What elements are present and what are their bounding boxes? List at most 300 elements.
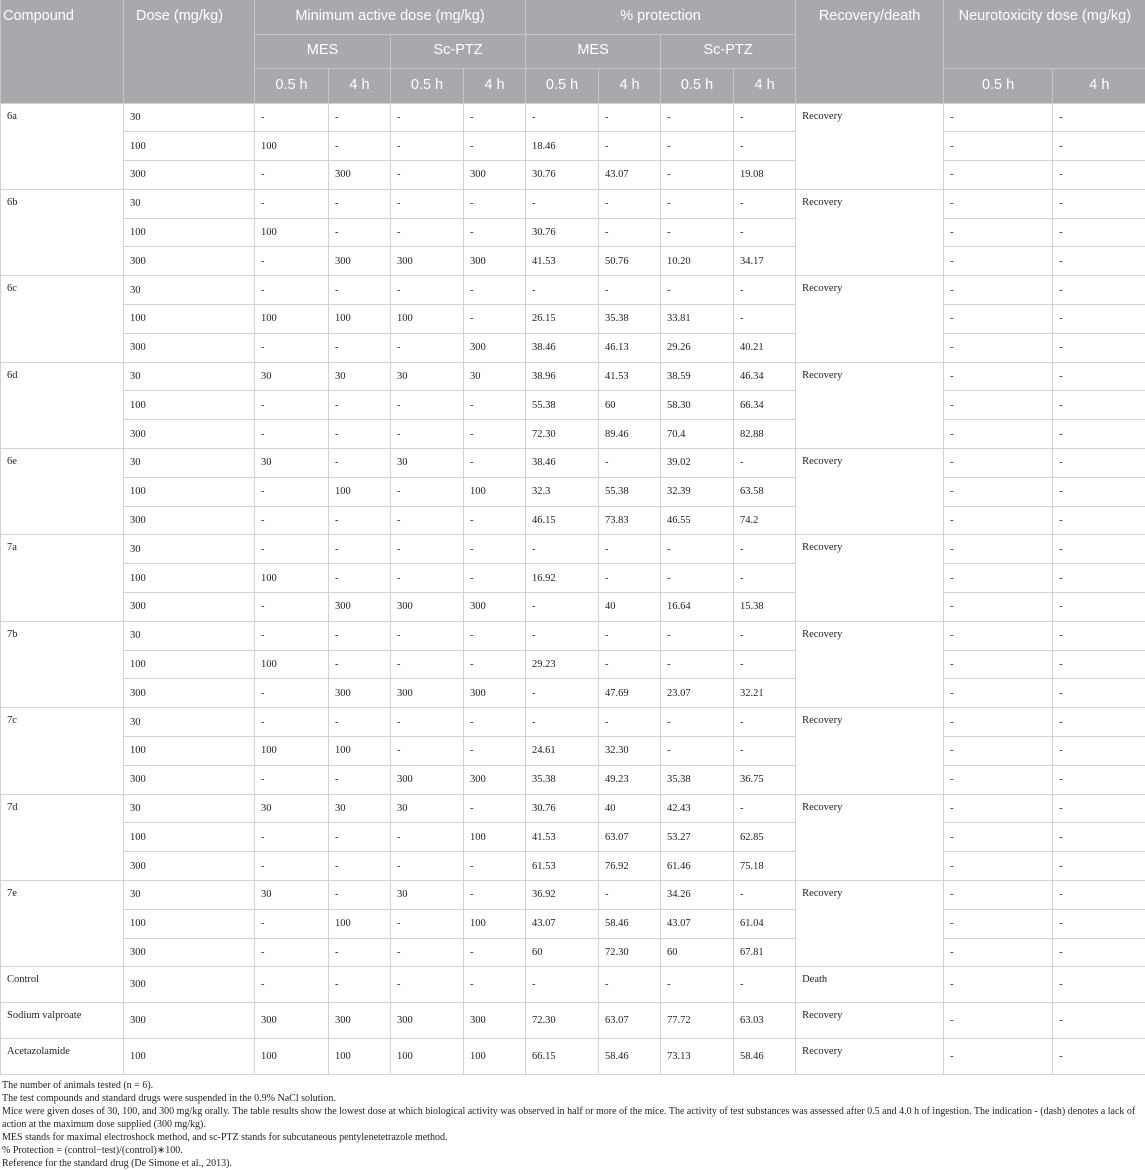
value-cell: - [255, 247, 329, 276]
compound-cell: 7b [1, 621, 124, 707]
value-cell: - [255, 535, 329, 564]
value-cell: - [944, 650, 1053, 679]
value-cell: - [661, 650, 734, 679]
value-cell: 16.64 [661, 593, 734, 622]
value-cell: 300 [464, 333, 526, 362]
value-cell: - [1053, 362, 1145, 391]
value-cell: - [944, 132, 1053, 161]
value-cell: 30 [329, 362, 391, 391]
value-cell: - [944, 161, 1053, 190]
table-row [1, 535, 1145, 564]
value-cell: - [255, 103, 329, 132]
value-cell: - [1053, 967, 1145, 1003]
value-cell: - [661, 161, 734, 190]
value-cell: - [255, 909, 329, 938]
value-cell: - [391, 621, 464, 650]
value-cell: 26.15 [526, 305, 599, 334]
value-cell: - [255, 679, 329, 708]
header-prot-scptz: Sc-PTZ [661, 34, 796, 68]
value-cell: - [464, 794, 526, 823]
table-row [1, 218, 1145, 247]
dose-cell: 300 [124, 967, 255, 1003]
value-cell: - [944, 276, 1053, 305]
header-time: 4 h [599, 68, 661, 103]
value-cell: 38.46 [526, 449, 599, 478]
table-row [1, 593, 1145, 622]
table-row [1, 708, 1145, 737]
value-cell: - [1053, 881, 1145, 910]
value-cell: 50.76 [599, 247, 661, 276]
header-mad-mes: MES [255, 34, 391, 68]
value-cell: - [526, 967, 599, 1003]
value-cell: 41.53 [599, 362, 661, 391]
outcome-cell: Recovery [796, 794, 944, 880]
value-cell: - [1053, 823, 1145, 852]
value-cell: - [944, 449, 1053, 478]
value-cell: 30.76 [526, 794, 599, 823]
value-cell: - [734, 881, 796, 910]
value-cell: 100 [464, 909, 526, 938]
value-cell: - [464, 305, 526, 334]
value-cell: 38.59 [661, 362, 734, 391]
compound-cell: Acetazolamide [1, 1039, 124, 1075]
value-cell: - [526, 679, 599, 708]
dose-cell: 100 [124, 564, 255, 593]
value-cell: - [1053, 765, 1145, 794]
value-cell: - [255, 506, 329, 535]
header-mad-scptz: Sc-PTZ [391, 34, 526, 68]
value-cell: - [391, 708, 464, 737]
value-cell: - [599, 449, 661, 478]
value-cell: 100 [255, 1039, 329, 1075]
table-row [1, 276, 1145, 305]
value-cell: 100 [464, 1039, 526, 1075]
value-cell: - [734, 449, 796, 478]
value-cell: 58.30 [661, 391, 734, 420]
value-cell: - [1053, 449, 1145, 478]
compound-cell: Control [1, 967, 124, 1003]
value-cell: 42.43 [661, 794, 734, 823]
value-cell: - [599, 621, 661, 650]
dose-cell: 300 [124, 420, 255, 449]
value-cell: 89.46 [599, 420, 661, 449]
value-cell: - [464, 420, 526, 449]
header-time: 4 h [1053, 68, 1145, 103]
value-cell: - [944, 794, 1053, 823]
dose-cell: 30 [124, 276, 255, 305]
value-cell: 62.85 [734, 823, 796, 852]
footnote: The test compounds and standard drugs were suspended in the 0.9% NaCl solution. [2, 1092, 1143, 1105]
value-cell: - [464, 276, 526, 305]
value-cell: - [599, 189, 661, 218]
table-row [1, 621, 1145, 650]
value-cell: - [391, 737, 464, 766]
value-cell: - [599, 708, 661, 737]
value-cell: 60 [599, 391, 661, 420]
value-cell: 36.92 [526, 881, 599, 910]
value-cell: 300 [464, 765, 526, 794]
dose-cell: 300 [124, 852, 255, 881]
value-cell: - [391, 564, 464, 593]
header-blank [1, 68, 124, 103]
value-cell: 100 [329, 909, 391, 938]
value-cell: 30 [391, 881, 464, 910]
dose-cell: 30 [124, 535, 255, 564]
dose-cell: 30 [124, 708, 255, 737]
value-cell: - [661, 189, 734, 218]
value-cell: - [1053, 650, 1145, 679]
value-cell: - [329, 564, 391, 593]
dose-cell: 300 [124, 333, 255, 362]
value-cell: 55.38 [599, 477, 661, 506]
value-cell: 63.07 [599, 823, 661, 852]
value-cell: - [599, 967, 661, 1003]
value-cell: - [255, 967, 329, 1003]
dose-cell: 100 [124, 909, 255, 938]
value-cell: - [391, 823, 464, 852]
value-cell: 66.34 [734, 391, 796, 420]
compound-cell: 7c [1, 708, 124, 794]
value-cell: 300 [329, 161, 391, 190]
value-cell: 300 [464, 1003, 526, 1039]
value-cell: - [391, 103, 464, 132]
value-cell: 300 [464, 161, 526, 190]
header-recovery-death: Recovery/death [796, 0, 944, 68]
dose-cell: 100 [124, 737, 255, 766]
value-cell: - [734, 103, 796, 132]
dose-cell: 100 [124, 1039, 255, 1075]
value-cell: - [1053, 535, 1145, 564]
value-cell: 61.04 [734, 909, 796, 938]
table-row [1, 881, 1145, 910]
value-cell: 100 [391, 1039, 464, 1075]
value-cell: 61.53 [526, 852, 599, 881]
value-cell: - [526, 708, 599, 737]
value-cell: 76.92 [599, 852, 661, 881]
value-cell: - [661, 218, 734, 247]
value-cell: 67.81 [734, 938, 796, 967]
value-cell: 100 [329, 737, 391, 766]
value-cell: - [255, 391, 329, 420]
value-cell: - [391, 477, 464, 506]
outcome-cell: Recovery [796, 362, 944, 448]
header-time: 4 h [329, 68, 391, 103]
value-cell: - [329, 276, 391, 305]
value-cell: - [391, 218, 464, 247]
dose-cell: 100 [124, 305, 255, 334]
dose-cell: 300 [124, 247, 255, 276]
value-cell: - [255, 765, 329, 794]
table-row [1, 1003, 1145, 1039]
value-cell: 61.46 [661, 852, 734, 881]
value-cell: - [1053, 506, 1145, 535]
compound-cell: 6b [1, 189, 124, 275]
value-cell: 300 [464, 247, 526, 276]
value-cell: - [734, 621, 796, 650]
table-row [1, 103, 1145, 132]
value-cell: 73.13 [661, 1039, 734, 1075]
value-cell: - [255, 593, 329, 622]
value-cell: 300 [391, 765, 464, 794]
dose-cell: 30 [124, 881, 255, 910]
value-cell: - [661, 103, 734, 132]
value-cell: 82.88 [734, 420, 796, 449]
value-cell: - [1053, 132, 1145, 161]
value-cell: 32.3 [526, 477, 599, 506]
header-time: 0.5 h [661, 68, 734, 103]
compound-cell: 6d [1, 362, 124, 448]
value-cell: - [944, 679, 1053, 708]
value-cell: - [599, 132, 661, 161]
value-cell: 300 [391, 679, 464, 708]
value-cell: - [464, 564, 526, 593]
value-cell: - [944, 218, 1053, 247]
value-cell: - [944, 708, 1053, 737]
table-row [1, 852, 1145, 881]
value-cell: 36.75 [734, 765, 796, 794]
value-cell: 30.76 [526, 161, 599, 190]
value-cell: 100 [329, 1039, 391, 1075]
footnote: MES stands for maximal electroshock method, and sc-PTZ stands for subcutaneous pentylenetetrazole method. [2, 1131, 1143, 1144]
value-cell: - [391, 189, 464, 218]
dose-cell: 100 [124, 823, 255, 852]
dose-cell: 300 [124, 938, 255, 967]
value-cell: - [734, 794, 796, 823]
value-cell: - [1053, 391, 1145, 420]
value-cell: 30 [391, 449, 464, 478]
value-cell: 300 [255, 1003, 329, 1039]
value-cell: - [255, 708, 329, 737]
value-cell: 43.07 [599, 161, 661, 190]
value-cell: - [944, 823, 1053, 852]
value-cell: 73.83 [599, 506, 661, 535]
dose-cell: 30 [124, 362, 255, 391]
value-cell: - [255, 333, 329, 362]
value-cell: - [661, 967, 734, 1003]
table-row [1, 161, 1145, 190]
value-cell: 100 [255, 737, 329, 766]
value-cell: 70.4 [661, 420, 734, 449]
value-cell: 300 [329, 593, 391, 622]
value-cell: - [661, 132, 734, 161]
outcome-cell: Recovery [796, 449, 944, 535]
dose-cell: 300 [124, 1003, 255, 1039]
value-cell: - [944, 938, 1053, 967]
value-cell: 40 [599, 593, 661, 622]
value-cell: - [944, 189, 1053, 218]
value-cell: - [944, 247, 1053, 276]
footnote: Reference for the standard drug (De Simone et al., 2013). [2, 1157, 1143, 1170]
value-cell: 30 [255, 449, 329, 478]
value-cell: - [734, 189, 796, 218]
header-compound: Compound [1, 0, 124, 68]
value-cell: - [464, 449, 526, 478]
outcome-cell: Recovery [796, 881, 944, 967]
header-dose: Dose (mg/kg) [124, 0, 255, 68]
value-cell: 100 [255, 218, 329, 247]
value-cell: - [944, 535, 1053, 564]
value-cell: - [255, 276, 329, 305]
value-cell: - [329, 449, 391, 478]
header-protection: % protection [526, 0, 796, 34]
dose-cell: 100 [124, 218, 255, 247]
value-cell: 30 [255, 881, 329, 910]
value-cell: - [1053, 708, 1145, 737]
header-neurotoxicity: Neurotoxicity dose (mg/kg) [944, 0, 1145, 68]
value-cell: 18.46 [526, 132, 599, 161]
header-time: 4 h [734, 68, 796, 103]
value-cell: - [329, 391, 391, 420]
table-row [1, 362, 1145, 391]
value-cell: 300 [391, 247, 464, 276]
value-cell: 300 [464, 593, 526, 622]
value-cell: - [464, 621, 526, 650]
value-cell: - [329, 420, 391, 449]
value-cell: - [944, 621, 1053, 650]
value-cell: - [329, 506, 391, 535]
value-cell: - [1053, 1003, 1145, 1039]
value-cell: - [391, 391, 464, 420]
value-cell: 100 [255, 132, 329, 161]
value-cell: 300 [329, 247, 391, 276]
value-cell: - [526, 276, 599, 305]
value-cell: 63.58 [734, 477, 796, 506]
value-cell: - [944, 362, 1053, 391]
value-cell: 60 [526, 938, 599, 967]
value-cell: - [255, 823, 329, 852]
value-cell: - [255, 938, 329, 967]
value-cell: - [734, 305, 796, 334]
value-cell: 72.30 [526, 420, 599, 449]
header-blank [124, 68, 255, 103]
value-cell: 47.69 [599, 679, 661, 708]
dose-cell: 300 [124, 679, 255, 708]
table-row [1, 305, 1145, 334]
compound-cell: 6a [1, 103, 124, 189]
value-cell: 72.30 [599, 938, 661, 967]
value-cell: 63.03 [734, 1003, 796, 1039]
value-cell: - [1053, 938, 1145, 967]
dose-cell: 30 [124, 621, 255, 650]
value-cell: - [944, 506, 1053, 535]
value-cell: - [734, 967, 796, 1003]
table-row [1, 823, 1145, 852]
value-cell: - [944, 881, 1053, 910]
header-time: 0.5 h [526, 68, 599, 103]
value-cell: - [1053, 621, 1145, 650]
compound-cell: 7e [1, 881, 124, 967]
value-cell: 49.23 [599, 765, 661, 794]
value-cell: - [391, 506, 464, 535]
value-cell: 100 [255, 650, 329, 679]
value-cell: - [329, 881, 391, 910]
value-cell: 43.07 [526, 909, 599, 938]
value-cell: - [255, 161, 329, 190]
value-cell: - [464, 189, 526, 218]
value-cell: 46.13 [599, 333, 661, 362]
value-cell: 32.39 [661, 477, 734, 506]
table-row [1, 909, 1145, 938]
value-cell: - [599, 881, 661, 910]
value-cell: - [1053, 420, 1145, 449]
value-cell: - [391, 909, 464, 938]
table-row [1, 794, 1145, 823]
value-cell: - [734, 650, 796, 679]
value-cell: 77.72 [661, 1003, 734, 1039]
value-cell: - [464, 535, 526, 564]
outcome-cell: Recovery [796, 189, 944, 275]
value-cell: - [944, 852, 1053, 881]
value-cell: 300 [329, 679, 391, 708]
value-cell: 43.07 [661, 909, 734, 938]
table-header [1, 0, 1145, 103]
footnote: % Protection = (control−test)/(control)∗100. [2, 1144, 1143, 1157]
value-cell: 38.96 [526, 362, 599, 391]
outcome-cell: Recovery [796, 1003, 944, 1039]
value-cell: - [944, 737, 1053, 766]
value-cell: - [391, 420, 464, 449]
value-cell: - [1053, 189, 1145, 218]
value-cell: - [464, 132, 526, 161]
value-cell: 32.21 [734, 679, 796, 708]
value-cell: 300 [391, 593, 464, 622]
value-cell: - [944, 564, 1053, 593]
value-cell: 35.38 [526, 765, 599, 794]
value-cell: 100 [329, 305, 391, 334]
dose-cell: 300 [124, 765, 255, 794]
value-cell: - [464, 650, 526, 679]
value-cell: 33.81 [661, 305, 734, 334]
value-cell: - [464, 708, 526, 737]
value-cell: - [464, 881, 526, 910]
value-cell: 66.15 [526, 1039, 599, 1075]
header-time: 0.5 h [391, 68, 464, 103]
value-cell: 300 [329, 1003, 391, 1039]
value-cell: - [526, 189, 599, 218]
value-cell: - [661, 564, 734, 593]
outcome-cell: Recovery [796, 621, 944, 707]
value-cell: - [661, 621, 734, 650]
value-cell: - [329, 103, 391, 132]
table-row [1, 506, 1145, 535]
compound-cell: 7d [1, 794, 124, 880]
value-cell: 32.30 [599, 737, 661, 766]
footnotes [0, 1075, 1145, 1170]
value-cell: - [734, 218, 796, 247]
table-row [1, 967, 1145, 1003]
value-cell: 46.15 [526, 506, 599, 535]
value-cell: - [526, 593, 599, 622]
value-cell: - [464, 391, 526, 420]
value-cell: - [944, 305, 1053, 334]
value-cell: - [599, 103, 661, 132]
value-cell: 38.46 [526, 333, 599, 362]
value-cell: 100 [464, 477, 526, 506]
value-cell: - [944, 1003, 1053, 1039]
table-row [1, 679, 1145, 708]
compound-cell: Sodium valproate [1, 1003, 124, 1039]
value-cell: 58.46 [599, 909, 661, 938]
value-cell: - [1053, 794, 1145, 823]
table-row [1, 247, 1145, 276]
dose-cell: 300 [124, 161, 255, 190]
value-cell: 74.2 [734, 506, 796, 535]
value-cell: - [391, 938, 464, 967]
outcome-cell: Recovery [796, 103, 944, 189]
value-cell: 100 [255, 564, 329, 593]
value-cell: - [464, 103, 526, 132]
value-cell: 41.53 [526, 823, 599, 852]
